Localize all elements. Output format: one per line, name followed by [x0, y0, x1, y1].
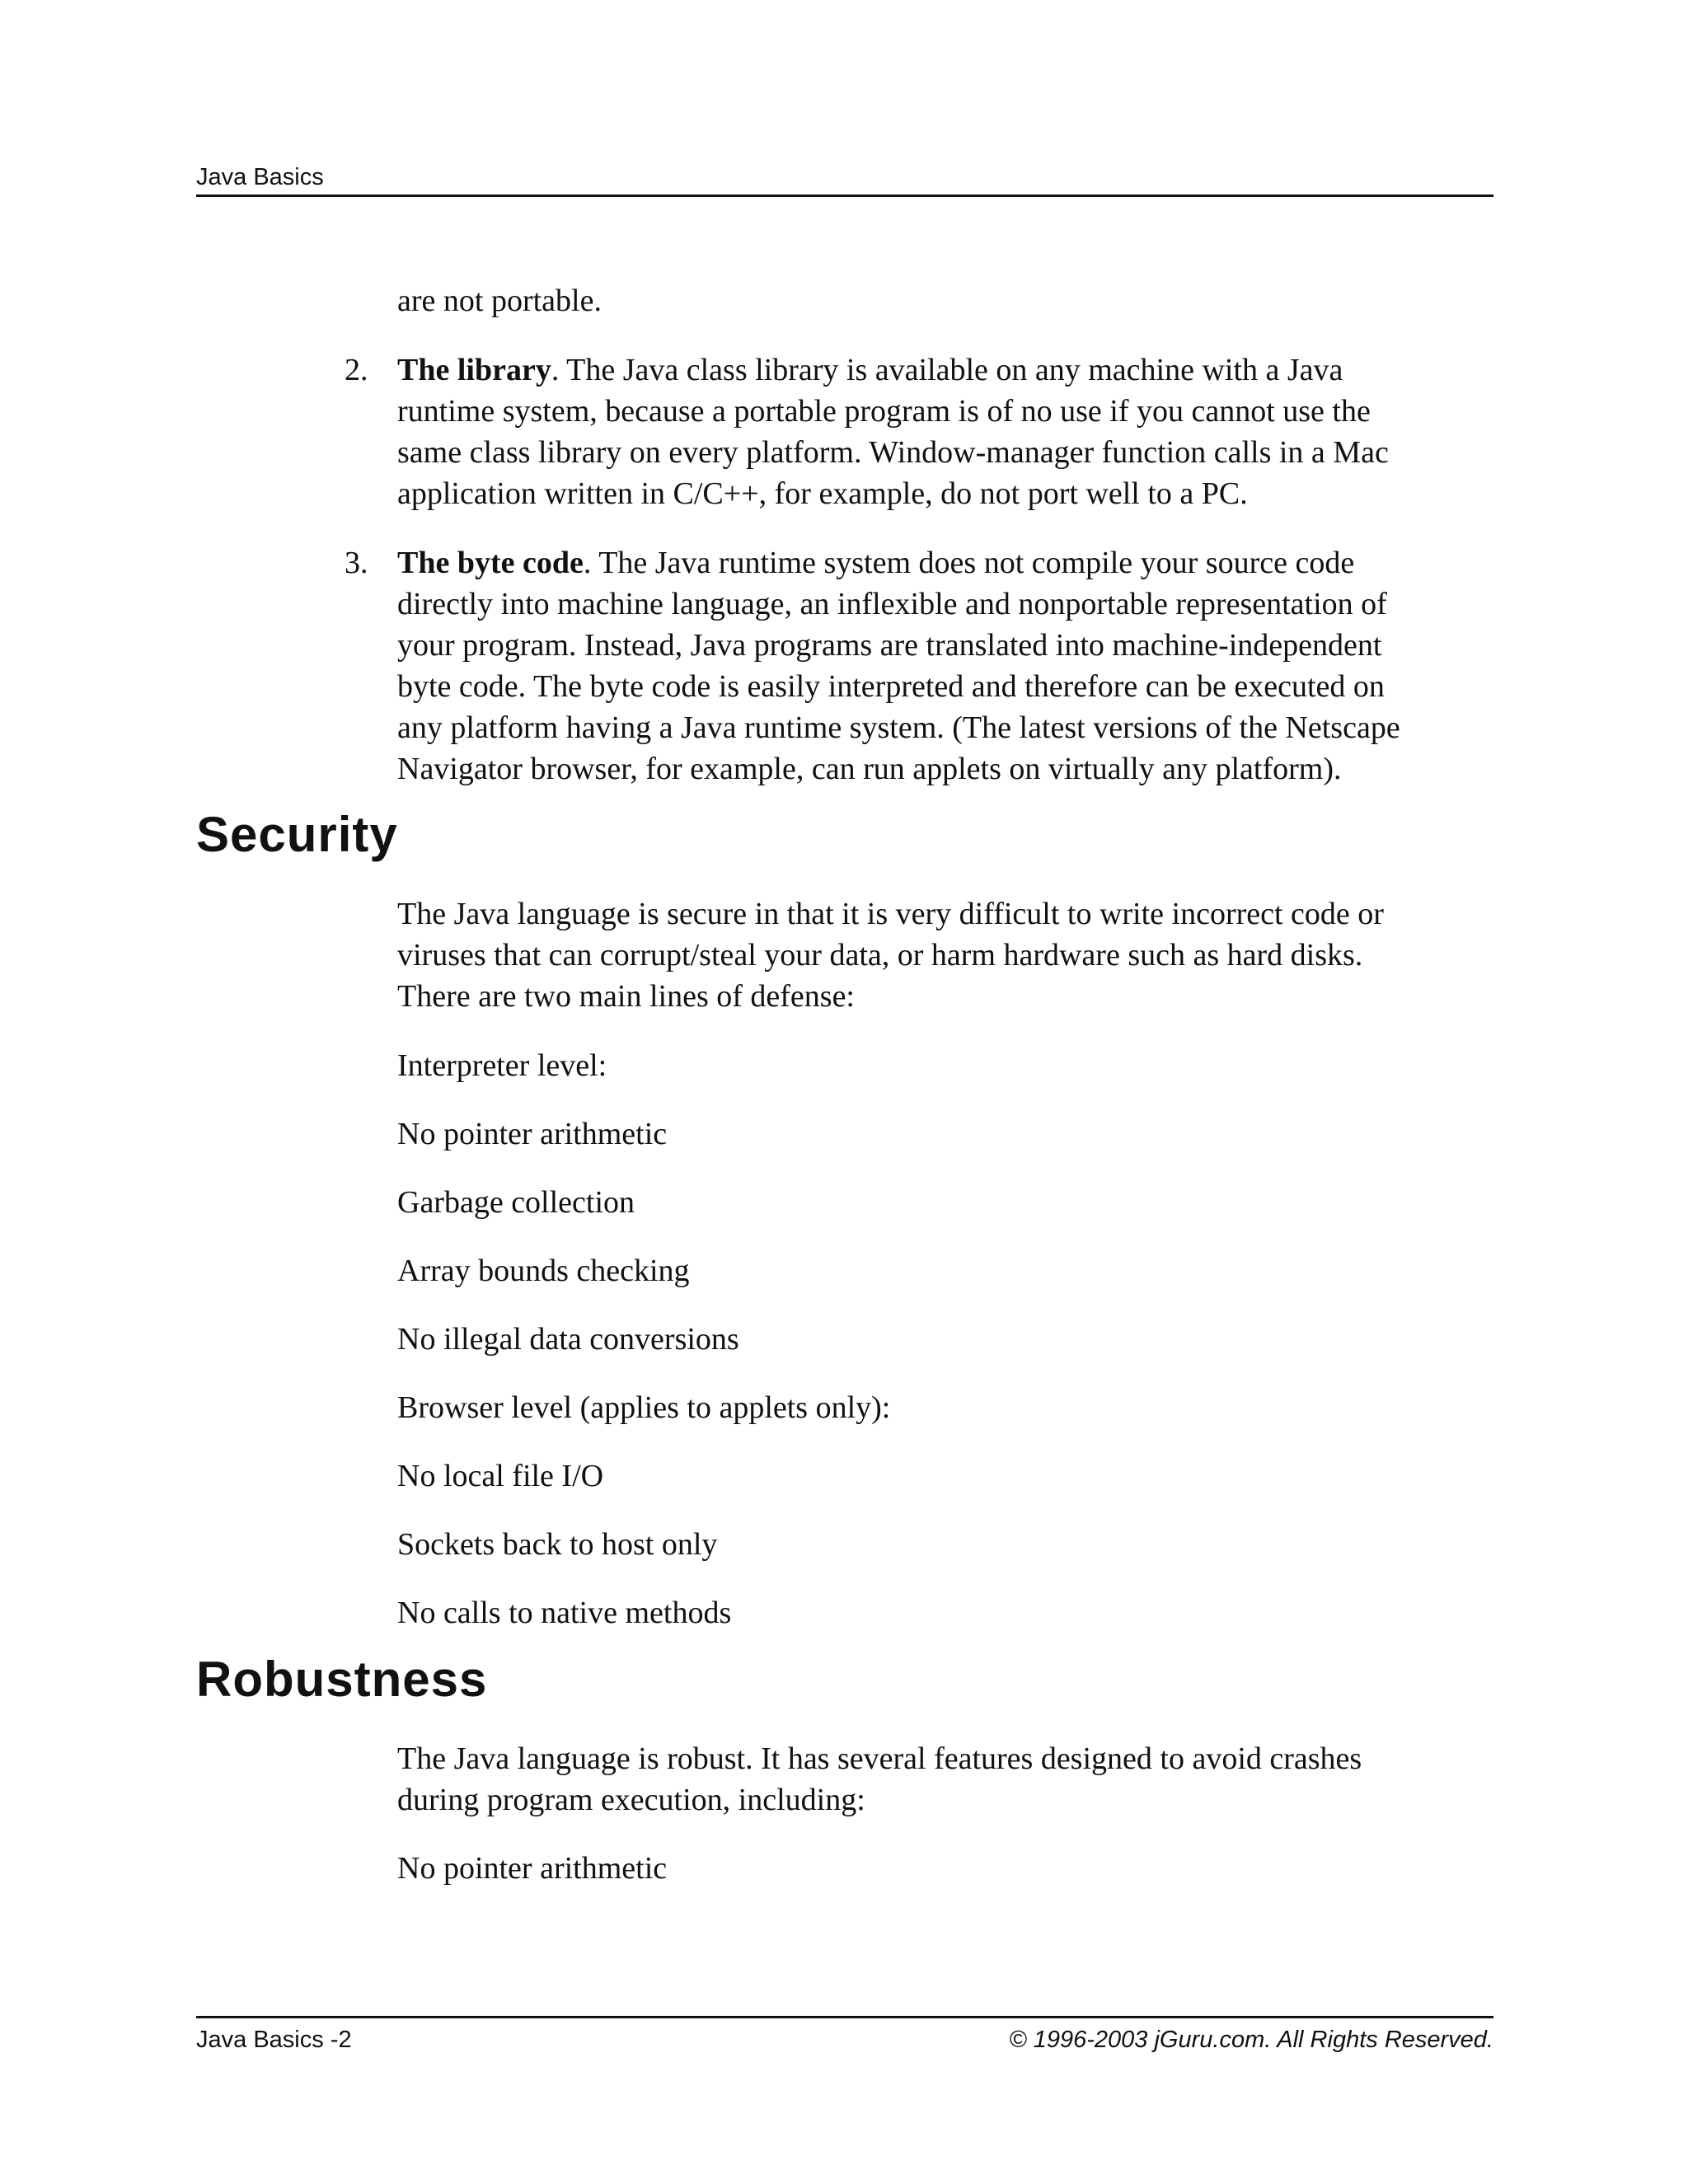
list-item-line: same class library on every platform. Window-manager function calls in a Mac: [397, 435, 1389, 470]
paragraph-line: There are two main lines of defense:: [397, 979, 855, 1014]
copyright-notice: © 1996-2003 jGuru.com. All Rights Reserved.: [1009, 2027, 1493, 2053]
page-number: Java Basics -2: [196, 2027, 352, 2053]
security-item: Sockets back to host only: [397, 1527, 718, 1562]
header-rule: [196, 194, 1493, 197]
section-heading-security: Security: [196, 807, 398, 862]
security-item: Array bounds checking: [397, 1254, 690, 1288]
paragraph-line: The Java language is robust. It has several features designed to avoid crashes: [397, 1741, 1362, 1776]
list-item-line: your program. Instead, Java programs are translated into machine-independent: [397, 628, 1382, 663]
list-item-line: runtime system, because a portable program is of no use if you cannot use the: [397, 394, 1371, 429]
security-item: Browser level (applies to applets only):: [397, 1390, 891, 1425]
security-item: Interpreter level:: [397, 1048, 607, 1083]
paragraph-line: during program execution, including:: [397, 1783, 865, 1817]
security-item: No calls to native methods: [397, 1596, 732, 1630]
running-header: Java Basics: [196, 164, 324, 190]
list-item-number: 2.: [345, 353, 368, 387]
list-item-line: any platform having a Java runtime system. (The latest versions of the Netscape: [397, 710, 1400, 745]
list-item-number: 3.: [345, 546, 368, 580]
list-item-term: The library: [397, 353, 551, 387]
security-item: Garbage collection: [397, 1185, 635, 1220]
paragraph-line: The Java language is secure in that it is very difficult to write incorrect code or: [397, 897, 1384, 931]
list-item-line: application written in C/C++, for example, do not port well to a PC.: [397, 476, 1248, 511]
list-item-byte-code: [397, 542, 1493, 790]
footer-rule: [196, 2016, 1493, 2018]
security-item: No pointer arithmetic: [397, 1117, 668, 1151]
paragraph-line: viruses that can corrupt/steal your data, or harm hardware such as hard disks.: [397, 938, 1363, 972]
security-paragraph: [397, 893, 1493, 1017]
list-item-line: directly into machine language, an inflexible and nonportable representation of: [397, 587, 1387, 621]
list-item-line: Navigator browser, for example, can run applets on virtually any platform).: [397, 752, 1342, 786]
section-heading-robustness: Robustness: [196, 1652, 488, 1707]
security-item: No illegal data conversions: [397, 1322, 739, 1357]
list-item-line: The byte code. The Java runtime system does not compile your source code: [397, 546, 1355, 580]
robustness-paragraph: [397, 1738, 1493, 1821]
list-item-line: The library. The Java class library is available on any machine with a Java: [397, 353, 1343, 387]
list-item-term: The byte code: [397, 546, 584, 580]
intro-fragment: are not portable.: [397, 284, 602, 318]
robustness-item: No pointer arithmetic: [397, 1851, 668, 1886]
list-item-library: [397, 349, 1493, 514]
list-item-line: byte code. The byte code is easily interpreted and therefore can be executed on: [397, 669, 1385, 704]
security-item: No local file I/O: [397, 1459, 604, 1493]
